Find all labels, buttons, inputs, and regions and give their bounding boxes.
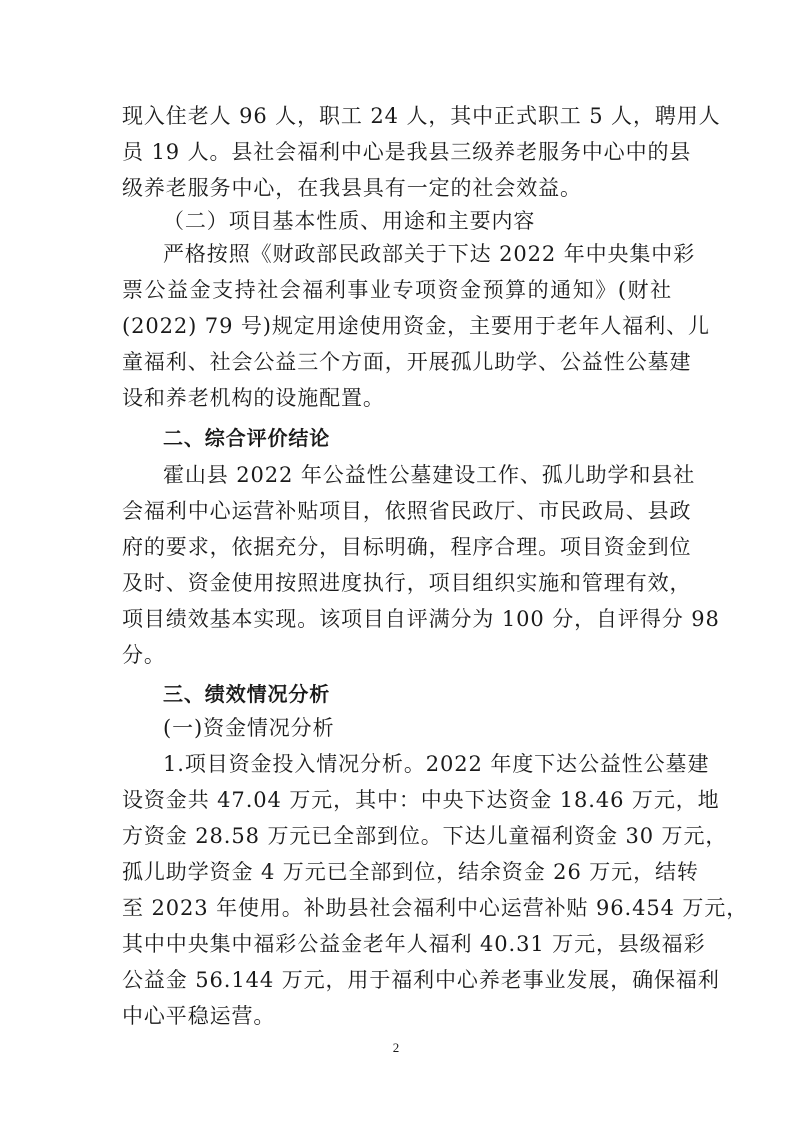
body-text-line: 设和养老机构的设施配置。 [122,386,385,410]
body-text-line: 设资金共 47.04 万元，其中：中央下达资金 18.46 万元，地 [122,788,720,812]
subsection-heading: （二）项目基本性质、用途和主要内容 [163,209,536,233]
body-text-line: 票公益金支持社会福利事业专项资金预算的通知》(财社 [122,278,672,302]
page-number: 2 [392,1040,400,1055]
subsection-heading: (一)资金情况分析 [163,716,335,740]
body-text-line: 分。 [122,643,166,667]
body-text-line: 现入住老人 96 人，职工 24 人，其中正式职工 5 人，聘用人 [122,104,721,128]
section-heading: 三、绩效情况分析 [163,682,331,706]
body-text-line: 至 2023 年使用。补助县社会福利中心运营补贴 96.454 万元， [122,896,749,920]
section-heading: 二、综合评价结论 [163,426,331,450]
body-text-line: 1.项目资金投入情况分析。2022 年度下达公益性公墓建 [163,752,710,776]
body-text-line: 孤儿助学资金 4 万元已全部到位，结余资金 26 万元，结转 [122,860,699,884]
body-text-line: 员 19 人。县社会福利中心是我县三级养老服务中心中的县 [122,140,692,164]
body-text-line: 会福利中心运营补贴项目，依照省民政厅、市民政局、县政 [122,499,692,523]
body-text-line: 童福利、社会公益三个方面，开展孤儿助学、公益性公墓建 [122,350,692,374]
body-text-line: 府的要求，依据充分，目标明确，程序合理。项目资金到位 [122,535,692,559]
body-text-line: 公益金 56.144 万元，用于福利中心养老事业发展，确保福利 [122,968,720,992]
body-text-line: 方资金 28.58 万元已全部到位。下达儿童福利资金 30 万元， [122,824,728,848]
body-text-line: 中心平稳运营。 [122,1004,276,1028]
body-text-line: 项目绩效基本实现。该项目自评满分为 100 分，自评得分 98 [122,607,720,631]
body-text-line: 及时、资金使用按照进度执行，项目组织实施和管理有效， [122,571,692,595]
body-text-line: 严格按照《财政部民政部关于下达 2022 年中央集中彩 [163,242,696,266]
body-text-line: 级养老服务中心，在我县具有一定的社会效益。 [122,176,582,200]
body-text-line: 霍山县 2022 年公益性公墓建设工作、孤儿助学和县社 [163,463,696,487]
body-text-line: 其中中央集中福彩公益金老年人福利 40.31 万元，县级福彩 [122,932,706,956]
body-text-line: (2022) 79 号)规定用途使用资金，主要用于老年人福利、儿 [122,314,710,338]
